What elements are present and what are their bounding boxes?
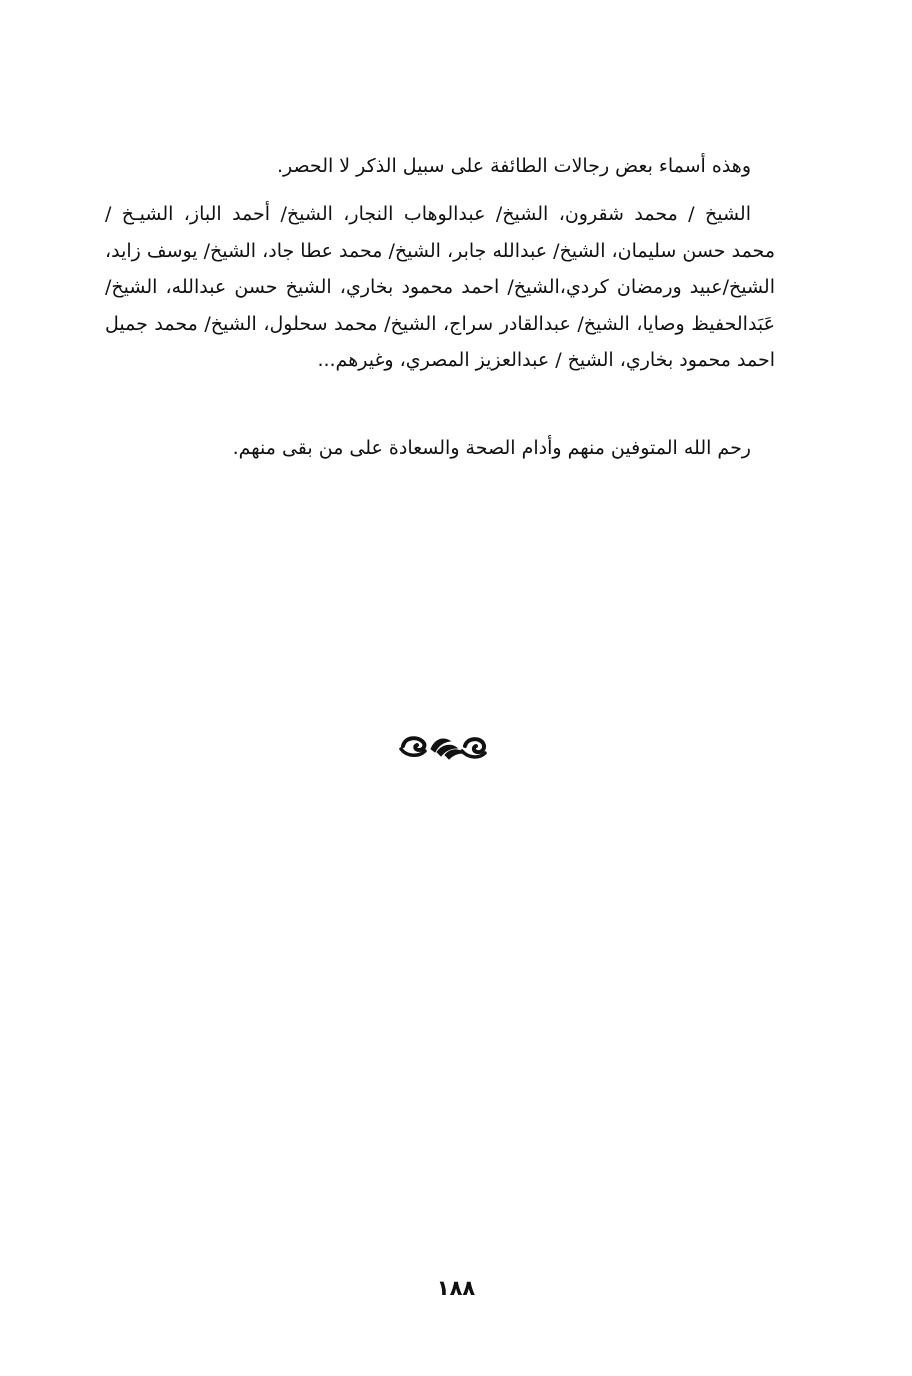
names-paragraph: الشيخ / محمد شقرون، الشيخ/ عبدالوهاب النجار، الشيخ/ أحمد الباز، الشيـخ / محمد حسن سليمان، الشيخ/ عبدالله جابر، الشيخ/ محمد عطا جاد، الشيخ/ يوسف زايد، الشيخ/عبيد ورمضان كردي،الشيخ/ احمد محمود بخاري، الشيخ حسن عبدالله، الشيخ/ عَبَدالحفيظ وصايا، الشيخ/ عبدالقادر سراج، الشيخ/ محمد سحلول، الشيخ/ محمد جميل احمد محمود بخاري، الشيخ / عبدالعزيز المصري، وغيرهم... [105,203,775,371]
page-number: ١٨٨ [436,1276,476,1300]
closing-paragraph: رحم الله المتوفين منهم وأدام الصحة والسعادة على من بقى منهم. [232,437,751,459]
intro-paragraph: وهذه أسماء بعض رجالات الطائفة على سبيل الذكر لا الحصر. [276,155,751,177]
floral-divider-icon [395,728,491,764]
